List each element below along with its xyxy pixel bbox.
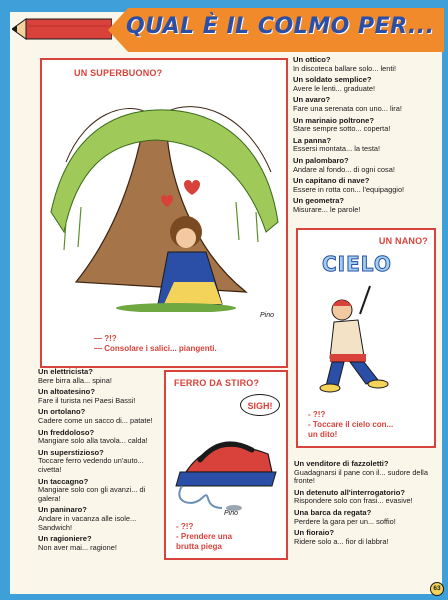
list-item: Un geometra? Misurare... le parole! <box>293 196 361 214</box>
dwarf-illustration <box>308 276 428 396</box>
list-item: Un ottico? In discoteca ballare solo... lenti! <box>293 55 397 73</box>
page-number: 63 <box>430 582 444 596</box>
list-item: La panna? Essersi montata... la testa! <box>293 135 381 154</box>
panel-title: UN SUPERBUONO? <box>74 68 163 78</box>
list-item: Un ortolano? Cadere come un sacco di... patate! <box>38 407 153 425</box>
list-item: Un ragioniere? Non aver mai... ragione! <box>38 534 117 552</box>
signature: Pino <box>260 312 275 319</box>
panel-ferro-da-stiro <box>164 370 288 560</box>
list-item: Un altoatesino? Fare il turista nei Paesi Bassi! <box>38 387 136 405</box>
list-item: Un freddoloso? Mangiare solo alla tavola... calda! <box>38 427 148 446</box>
list-item: Un soldato semplice? Avere le lenti... graduate! <box>293 75 376 93</box>
list-item: Un superstizioso? Toccare ferro vedendo un'auto... civetta! <box>38 447 144 474</box>
jokes-column-right-top <box>293 56 435 218</box>
jokes-column-left-bottom <box>38 368 162 555</box>
pencil-icon <box>12 16 112 42</box>
willow-tree-illustration <box>46 82 282 312</box>
list-item: Un venditore di fazzoletti? Guadagnarsi il pane con il... sudore della fronte! <box>294 459 428 486</box>
panel-title: UN NANO? <box>378 236 428 246</box>
iron-illustration <box>172 412 282 512</box>
list-item: Un fioraio? Ridere solo a... fior di labbra! <box>294 528 389 546</box>
caption-ferro: - ?!? - Prendere una brutta piega <box>176 522 233 551</box>
list-item: Un capitano di nave? Essere in rotta con... l'equipaggio! <box>293 176 405 194</box>
caption-superbuono: — ?!? — Consolare i salici... piangenti. <box>94 334 217 353</box>
list-item: Un palombaro? Andare al fondo... di ogni cosa! <box>293 155 395 174</box>
panel-title: FERRO DA STIRO? <box>174 378 260 388</box>
jokes-column-right-bottom <box>294 460 434 549</box>
speech-text: SIGH! <box>247 401 273 411</box>
list-item: Un taccagno? Mangiare solo con gli avanzi... di galera! <box>38 476 146 503</box>
panel-superbuono <box>40 58 288 368</box>
caption-nano: - ?!? - Toccare il cielo con... un dito! <box>308 410 394 439</box>
signature: Pino <box>224 510 239 517</box>
list-item: Un detenuto all'interrogatorio? Rispondere solo con frasi... evasive! <box>294 487 413 506</box>
list-item: Un paninaro? Andare in vacanza alle isole... Sandwich! <box>38 505 137 532</box>
list-item: Un avaro? Fare una serenata con uno... lira! <box>293 95 402 113</box>
list-item: Un elettricista? Bere birra alla... spina! <box>38 367 112 385</box>
page-title: QUAL È IL COLMO PER... <box>126 14 435 39</box>
panel-nano <box>296 228 436 448</box>
list-item: Una barca da regata? Perdere la gara per un... soffio! <box>294 507 396 526</box>
list-item: Un marinaio poltrone? Stare sempre sotto... coperta! <box>293 115 391 134</box>
sign-cielo: CIELO <box>322 252 392 276</box>
